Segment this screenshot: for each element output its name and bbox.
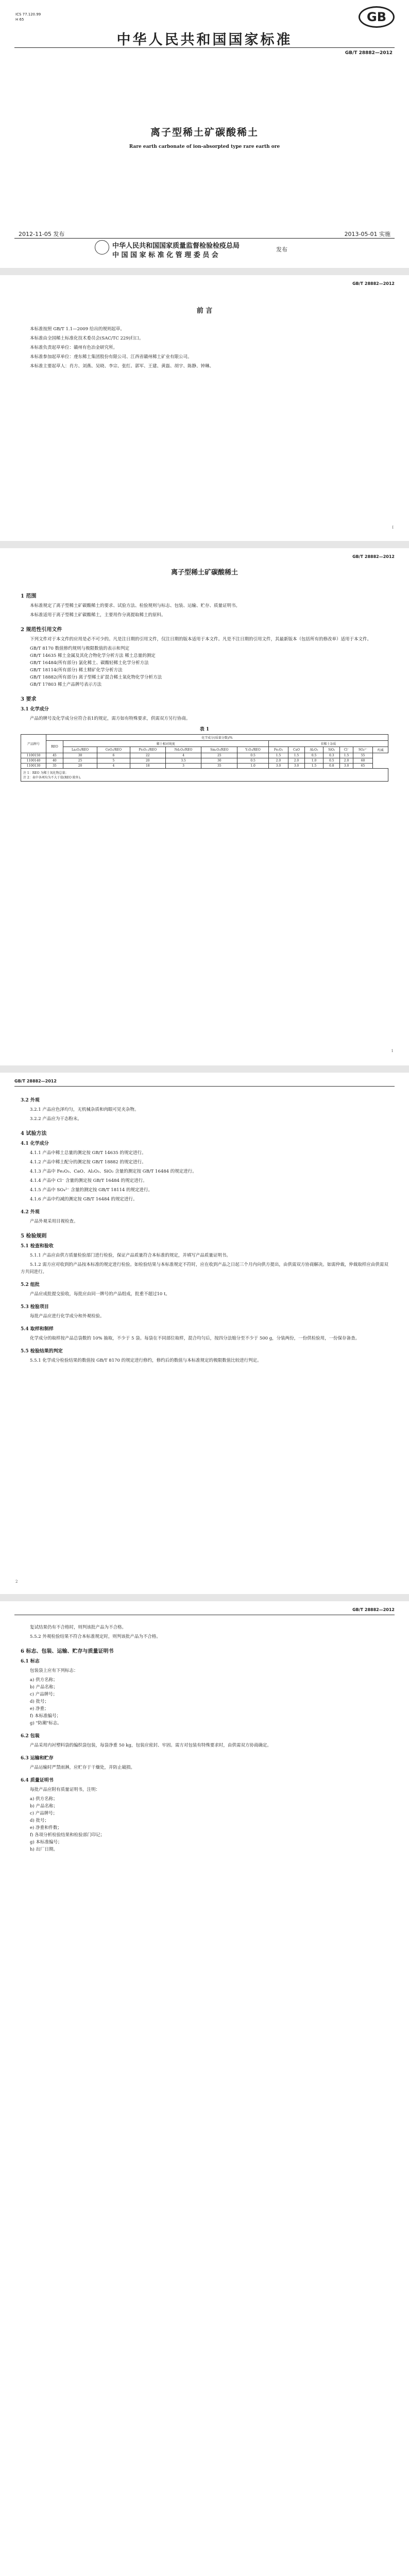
content-page-2 <box>0 1073 409 1594</box>
reference-item: GB/T 18882(所有部分) 离子型稀土矿混合稀土氧化物化学分析方法 <box>30 675 162 680</box>
table-header-group: 化学成分(质量分数)/% <box>46 735 388 741</box>
header-rule <box>14 1086 395 1087</box>
foreword-para: 本标准参加起草单位：虔东稀土集团股份有限公司、江西省赣州稀土矿业有限公司。 <box>30 354 192 360</box>
list-item: a) 供方名称； <box>30 1797 58 1802</box>
table-cell: 1.0 <box>237 764 268 769</box>
section-heading: 5 检验规则 <box>21 1233 47 1239</box>
body-para: 5.5.1 化学成分检验结果的数值按 GB/T 8170 的规定进行修约，修约后的数值与本标准规定的极限数值比较进行判定。 <box>30 1358 262 1363</box>
table-col: Y₂O₃/REO <box>237 747 268 753</box>
foreword-body <box>21 326 388 372</box>
table-header-brand: 产品牌号 <box>21 735 46 753</box>
body-para: 4.1.6 产品中灼减的测定按 GB/T 16484 的规定进行。 <box>30 1197 138 1202</box>
table-cell: 0.5 <box>237 753 268 758</box>
table-row <box>21 764 388 769</box>
table-cell: 2.0 <box>288 758 305 764</box>
table-cell: 5 <box>97 758 130 764</box>
table-cell: 1.5 <box>304 764 323 769</box>
foreword-para: 本标准由全国稀土标准化技术委员会(SAC/TC 229)归口。 <box>30 336 144 341</box>
table-cell: 55 <box>353 753 372 758</box>
org-title: 中华人民共和国国家标准 <box>116 32 293 48</box>
subsection-heading: 3.1 化学成分 <box>21 707 49 712</box>
body-para: 4.1.3 产品中 Fe₂O₃、CaO、Al₂O₃、SiO₂ 含量的测定按 GB/T 16484 的规定进行。 <box>30 1169 197 1174</box>
table-col: Nd₂O₃/REO <box>166 747 201 753</box>
doc-title: 离子型稀土矿碳酸稀土 <box>171 569 238 577</box>
page1-body <box>21 591 388 782</box>
table-cell: 20 <box>130 758 166 764</box>
subsection-heading: 5.4 取样和制样 <box>21 1327 54 1332</box>
body-para: 化学成分的取样按产品总袋数的 10% 抽取，不少于 5 袋。每袋在不同部位取样，混合均匀后，按四分法缩分至不少于 500 g，分装两份，一份供检验用，一份保存备查。 <box>30 1336 360 1341</box>
body-para: 产品运输时严禁雨淋，应贮存于干燥处，并防止破损。 <box>30 1765 135 1770</box>
table-cell: 30 <box>201 758 237 764</box>
content-page-1 <box>0 548 409 1065</box>
body-para: 本标准适用于离子型稀土矿碳酸稀土，主要用作分离提取稀土的原料。 <box>30 613 166 618</box>
list-item: d) 批号； <box>30 1699 49 1704</box>
body-para: 产品采用内衬塑料袋的编织袋包装，每袋净重 50 kg，包装应密封、牢固。需方对包装有特殊要求时，由供需双方协商确定。 <box>30 1743 271 1748</box>
table-cell: 4 <box>166 753 201 758</box>
page-number: 2 <box>15 1580 18 1584</box>
list-item: g) "防潮"标志。 <box>30 1721 62 1726</box>
section-heading: 1 范围 <box>21 594 37 599</box>
body-para: 包装袋上应有下列标志： <box>30 1668 78 1673</box>
subsection-heading: 6.3 运输和贮存 <box>21 1756 54 1761</box>
reference-item: GB/T 18114(所有部分) 稀土精矿化学分析方法 <box>30 668 123 673</box>
gb-logo-text: GB <box>367 10 386 24</box>
table-cell: 1.5 <box>268 753 288 758</box>
list-item: d) 批号； <box>30 1818 49 1823</box>
subsection-heading: 4.1 化学成分 <box>21 1141 49 1146</box>
table-cell: 1100140 <box>21 758 46 764</box>
foreword-title: 前 言 <box>196 307 213 315</box>
table-note: 注 2：表中各项均为不大于值(REO 除外)。 <box>23 776 83 779</box>
page-number: 1 <box>391 1049 394 1053</box>
table-cell: 20 <box>63 764 97 769</box>
table-col: 灼减 <box>373 747 388 753</box>
body-para: 5.5.2 外观检验结果不符合本标准规定时，则判该批产品为不合格。 <box>30 1634 161 1639</box>
table-cell: 4 <box>97 764 130 769</box>
table-col: CeO₂/REO <box>97 747 130 753</box>
table-col: Al₂O₃ <box>304 747 323 753</box>
list-item: e) 净重； <box>30 1706 49 1711</box>
table-cell: 25 <box>63 758 97 764</box>
table-cell: 35 <box>46 764 63 769</box>
subsection-heading: 3.2 外观 <box>21 1098 40 1103</box>
foreword-para: 本标准按照 GB/T 1.1—2009 给出的规则起草。 <box>30 327 125 332</box>
table-cell: 65 <box>353 764 372 769</box>
subsection-heading: 6.1 标志 <box>21 1659 40 1664</box>
page-gap <box>0 1065 409 1073</box>
table-cell: 40 <box>46 758 63 764</box>
date-rule <box>14 238 395 239</box>
body-para: 4.1.2 产品中稀土配分的测定按 GB/T 18882 的规定进行。 <box>30 1160 146 1165</box>
table-cell: 35 <box>201 764 237 769</box>
table-col: Cl⁻ <box>340 747 353 753</box>
table-cell: 1.5 <box>340 753 353 758</box>
page-header: GB/T 28882—2012 <box>352 554 395 559</box>
foreword-para: 本标准负责起草单位：赣州有色冶金研究所。 <box>30 345 118 350</box>
table-cell: 3.0 <box>288 764 305 769</box>
ics-code: ICS 77.120.99 <box>15 12 41 16</box>
page3-body <box>21 1624 388 1853</box>
page-number: I <box>392 526 394 530</box>
ccs-code: H 65 <box>15 18 24 22</box>
table-row <box>21 753 388 758</box>
page2-body <box>21 1096 388 1366</box>
body-para: 复试结果仍有不合格时，则判该批产品为不合格。 <box>30 1625 127 1630</box>
section-heading: 3 要求 <box>21 697 37 702</box>
table-title: 表 1 <box>199 727 210 732</box>
page-header: GB/T 28882—2012 <box>14 1079 57 1083</box>
body-para: 3.2.2 产品应为干态粉末。 <box>30 1116 82 1122</box>
table-cell: 1.5 <box>288 753 305 758</box>
table-col: Pr₆O₁₁/REO <box>130 747 166 753</box>
table-cell: 2.0 <box>268 758 288 764</box>
table-header-rare: 稀土相对纯度 <box>63 741 268 747</box>
list-item: b) 产品名称； <box>30 1804 58 1809</box>
table-cell: 18 <box>130 764 166 769</box>
table-cell: 3.0 <box>268 764 288 769</box>
body-para: 产品的牌号及化学成分应符合表1的规定，需方如有特殊要求，供需双方另行协商。 <box>30 716 191 721</box>
page-gap <box>0 1594 409 1601</box>
table-cell: 1.0 <box>304 758 323 764</box>
reference-item: GB/T 16484(所有部分) 氯化稀土、碳酸轻稀土化学分析方法 <box>30 660 149 666</box>
body-para: 每批产品应附有质量证明书，注明： <box>30 1787 100 1792</box>
table-cell: 30 <box>63 753 97 758</box>
issue-word: 发布 <box>276 246 287 253</box>
table-cell: 0.8 <box>323 764 340 769</box>
table-cell: 6 <box>97 753 130 758</box>
table-header-impurity: 非稀土杂质 <box>268 741 388 747</box>
table-note: 注 1：REO 为稀土氧化物总量； <box>23 771 69 775</box>
list-item: c) 产品牌号； <box>30 1692 58 1697</box>
table-col: Fe₂O₃ <box>268 747 288 753</box>
implement-date: 2013-05-01 实施 <box>344 231 390 238</box>
subsection-heading: 6.2 包装 <box>21 1734 40 1739</box>
body-para: 产品外观采用目视检查。 <box>30 1219 78 1224</box>
content-page-3 <box>0 1601 409 2576</box>
list-item: c) 产品牌号； <box>30 1811 58 1816</box>
table-cell: 3.5 <box>166 758 201 764</box>
body-para: 每批产品应进行化学成分和外观检验。 <box>30 1314 105 1319</box>
table-cell: 2.0 <box>340 758 353 764</box>
title-cn: 离子型稀土矿碳酸稀土 <box>150 127 259 138</box>
subsection-heading: 4.2 外观 <box>21 1210 40 1215</box>
body-para: 本标准规定了离子型稀土矿碳酸稀土的要求、试验方法、检验规则与标志、包装、运输、贮存、质量证明书。 <box>30 603 241 608</box>
subsection-heading: 5.5 检验结果的判定 <box>21 1349 63 1354</box>
page-gap <box>0 541 409 548</box>
page-gap <box>0 268 409 275</box>
table-cell: 22 <box>130 753 166 758</box>
table-cell: 25 <box>201 753 237 758</box>
gb-logo <box>359 6 395 28</box>
page-header: GB/T 28882—2012 <box>352 1607 395 1612</box>
issuer-line-2: 中 国 国 家 标 准 化 管 理 委 员 会 <box>112 251 218 259</box>
issue-date: 2012-11-05 发布 <box>19 231 65 238</box>
table-col: SO₄²⁻ <box>353 747 372 753</box>
subsection-heading: 5.1 检查和验收 <box>21 1244 54 1249</box>
body-para: 下列文件对于本文件的应用是必不可少的。凡是注日期的引用文件，仅注日期的版本适用于本文件。凡是不注日期的引用文件，其最新版本（包括所有的修改单）适用于本文件。 <box>30 637 372 642</box>
table-cell: 3 <box>166 764 201 769</box>
issuer-line-1: 中华人民共和国国家质量监督检验检疫总局 <box>112 242 240 250</box>
table-col: La₂O₃/REO <box>63 747 97 753</box>
body-para: 5.1.1 产品应由供方质量检验部门进行检验，保证产品质量符合本标准的规定，并填写产品质量证明书。 <box>30 1253 231 1258</box>
table-cell: 1100150 <box>21 753 46 758</box>
title-en: Rare earth carbonate of ion-absorpted type rare earth ore <box>129 144 280 149</box>
section-heading: 2 规范性引用文件 <box>21 627 62 633</box>
body-para: 4.1.1 产品中稀土总量的测定按 GB/T 14635 的规定进行。 <box>30 1150 146 1156</box>
reference-item: GB/T 17803 稀土产品牌号表示方法 <box>30 682 102 687</box>
reference-item: GB/T 8170 数值修约规则与极限数值的表示和判定 <box>30 646 130 651</box>
reference-item: GB/T 14635 稀土金属及其化合物化学分析方法 稀土总量的测定 <box>30 653 156 658</box>
subsection-heading: 5.2 组批 <box>21 1282 40 1287</box>
table-cell: 3.0 <box>340 764 353 769</box>
foreword-page <box>0 275 409 541</box>
table-cell: 45 <box>46 753 63 758</box>
table-row <box>21 758 388 764</box>
table-cell: 60 <box>353 758 372 764</box>
body-para: 5.1.2 需方应对收到的产品按本标准的规定进行检验。如检验结果与本标准规定不符时，应在收到产品之日起三个月内向供方提出，由供需双方协商解决。如需仲裁，仲裁取样应由供需双方共同进行。 <box>21 1262 388 1275</box>
table-cell: 0.3 <box>323 753 340 758</box>
table-cell: 0.5 <box>237 758 268 764</box>
subsection-heading: 6.4 质量证明书 <box>21 1778 54 1783</box>
issuer-seal <box>95 240 109 255</box>
body-para: 4.1.5 产品中 SO₄²⁻ 含量的测定按 GB/T 18114 的规定进行。 <box>30 1188 153 1193</box>
list-item: h) 出厂日期。 <box>30 1847 58 1852</box>
cover-page <box>0 0 409 268</box>
table-col: Sm₂O₃/REO <box>201 747 237 753</box>
body-para: 3.2.1 产品应色泽均匀，无机械杂质和肉眼可见夹杂物。 <box>30 1107 139 1112</box>
table-cell: 0.5 <box>304 753 323 758</box>
table-cell: 0.5 <box>323 758 340 764</box>
body-para: 产品应成批提交验收，每批应由同一牌号的产品组成，批重不超过10 t。 <box>30 1292 170 1297</box>
list-item: b) 产品名称； <box>30 1685 58 1690</box>
table-col: SiO₂ <box>323 747 340 753</box>
list-item: f) 本标准编号； <box>30 1714 61 1719</box>
table-notes <box>21 769 388 782</box>
table-header-reo: REO <box>46 741 63 753</box>
table-cell: 1100130 <box>21 764 46 769</box>
list-item: e) 净重和件数； <box>30 1825 62 1831</box>
composition-table <box>21 734 388 782</box>
org-title-rule <box>14 47 395 48</box>
subsection-heading: 5.3 检验项目 <box>21 1304 49 1310</box>
list-item: a) 供方名称； <box>30 1677 58 1683</box>
list-item: g) 本标准编号； <box>30 1840 62 1845</box>
standard-number: GB/T 28882—2012 <box>345 50 393 56</box>
section-heading: 6 标志、包装、运输、贮存与质量证明书 <box>21 1649 114 1654</box>
foreword-para: 本标准主要起草人：肖方、刘燕、吴晓、李宗、张红、郭军、王建、黄磊、胡宇、陈静、钟琳。 <box>30 364 214 369</box>
list-item: f) 各项分析检验结果和检验部门印记； <box>30 1833 105 1838</box>
page-header: GB/T 28882—2012 <box>352 281 395 286</box>
body-para: 4.1.4 产品中 Cl⁻ 含量的测定按 GB/T 16484 的规定进行。 <box>30 1178 147 1183</box>
section-heading: 4 试验方法 <box>21 1131 47 1137</box>
table-col: CaO <box>288 747 305 753</box>
